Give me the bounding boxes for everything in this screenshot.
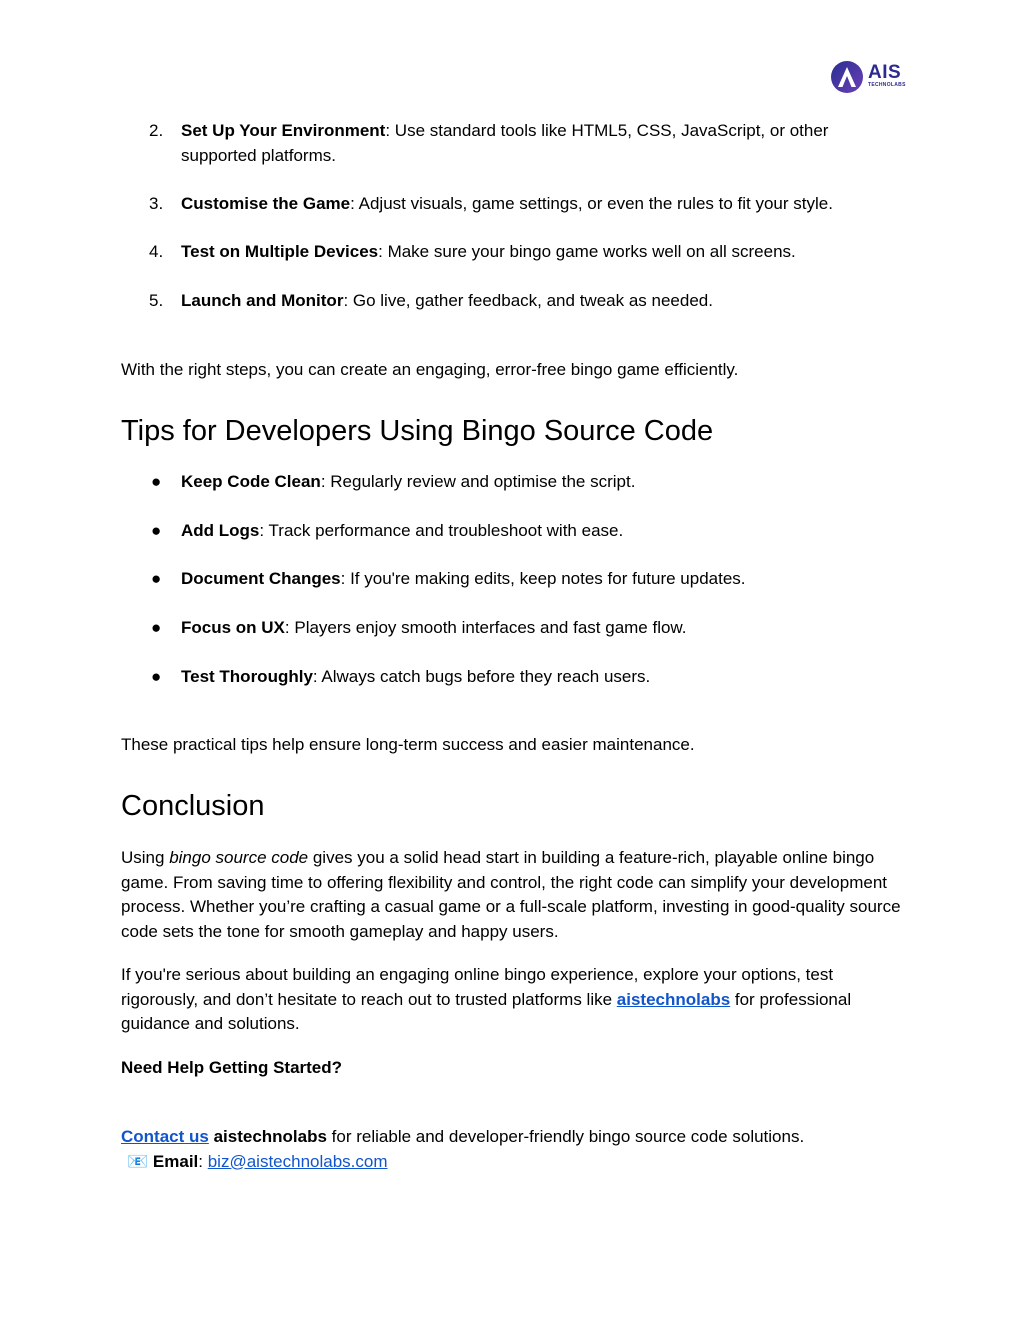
tip-description: : Always catch bugs before they reach users. — [312, 667, 651, 686]
tip-description: : Regularly review and optimise the script. — [320, 472, 636, 491]
step-description: : Adjust visuals, game settings, or even the rules to fit your style. — [350, 194, 833, 213]
step-text — [181, 119, 901, 168]
step-number: 3. — [149, 194, 164, 213]
step-number: 4. — [149, 242, 164, 261]
tip-title: Focus on UX — [181, 618, 285, 637]
step-description: : Make sure your bingo game works well on all screens. — [378, 242, 796, 261]
step-description: : Go live, gather feedback, and tweak as needed. — [343, 291, 713, 310]
step-text — [181, 289, 901, 314]
contact-text: for reliable and developer-friendly bingo source code solutions. — [326, 1127, 805, 1146]
text-span: for professional guidance and solutions. — [121, 989, 852, 1033]
tip-text — [181, 470, 901, 495]
aistechnolabs-link[interactable]: aistechnolabs — [616, 989, 731, 1009]
step-text — [181, 192, 901, 217]
logo-text: AIS — [868, 62, 902, 83]
step-title: Set Up Your Environment — [181, 121, 386, 140]
conclusion-heading: Conclusion — [121, 790, 265, 822]
text-span: Using — [121, 848, 170, 867]
contact-us-link[interactable]: Contact us — [121, 1127, 209, 1146]
logo-mark-icon — [830, 60, 864, 94]
tip-text — [181, 665, 901, 690]
tips-heading: Tips for Developers Using Bingo Source Code — [121, 415, 714, 447]
tip-title: Add Logs — [181, 521, 260, 540]
step-title: Launch and Monitor — [181, 291, 344, 310]
tip-text — [181, 616, 901, 641]
help-heading: Need Help Getting Started? — [121, 1058, 343, 1077]
step-text — [181, 240, 901, 265]
step-description: : Use standard tools like HTML5, CSS, JavaScript, or other supported platforms. — [181, 121, 829, 165]
brand-name: aistechnolabs — [208, 1127, 327, 1146]
bullet-icon: ● — [151, 521, 162, 540]
step-number: 2. — [149, 121, 164, 140]
step-title: Customise the Game — [181, 194, 351, 213]
step-title: Test on Multiple Devices — [181, 242, 379, 261]
bullet-icon: ● — [151, 472, 162, 491]
logo-subtext: TECHNOLABS — [868, 82, 906, 88]
bullet-icon: ● — [151, 667, 162, 686]
conclusion-paragraph-1 — [121, 846, 901, 944]
email-link[interactable]: biz@aistechnolabs.com — [207, 1151, 388, 1171]
bullet-icon: ● — [151, 618, 162, 637]
tip-text — [181, 567, 901, 592]
step-number: 5. — [149, 291, 164, 310]
tip-description: : Players enjoy smooth interfaces and fast game flow. — [284, 618, 687, 637]
tip-text — [181, 519, 901, 544]
contact-paragraph — [121, 1125, 901, 1174]
email-icon: 📧 — [127, 1151, 149, 1171]
email-separator: : — [198, 1151, 208, 1171]
tip-description: : If you're making edits, keep notes for future updates. — [340, 569, 746, 588]
tip-title: Test Thoroughly — [181, 667, 313, 686]
company-logo — [830, 60, 906, 94]
conclusion-paragraph-2 — [121, 963, 901, 1037]
italic-term: bingo source code — [169, 848, 309, 867]
tip-description: : Track performance and troubleshoot with ease. — [259, 521, 624, 540]
bullet-icon: ● — [151, 569, 162, 588]
text-span: gives you a solid head start in building a feature-rich, playable online bingo game. From saving time to offering flexibility and control, the right code can simplify your development process. Whether you’re crafting a casual game or a full-scale platform, investing in good-quality source code sets the tone for smooth gameplay and happy users. — [121, 848, 901, 941]
tips-summary: These practical tips help ensure long-term success and easier maintenance. — [121, 735, 695, 754]
tip-title: Document Changes — [181, 569, 341, 588]
steps-summary: With the right steps, you can create an engaging, error-free bingo game efficiently. — [121, 360, 739, 379]
email-label: Email — [152, 1151, 199, 1171]
tip-title: Keep Code Clean — [181, 472, 321, 491]
text-span: If you're serious about building an engaging online bingo experience, explore your options, test rigorously, and don’t hesitate to reach out to trusted platforms like — [121, 965, 834, 1009]
